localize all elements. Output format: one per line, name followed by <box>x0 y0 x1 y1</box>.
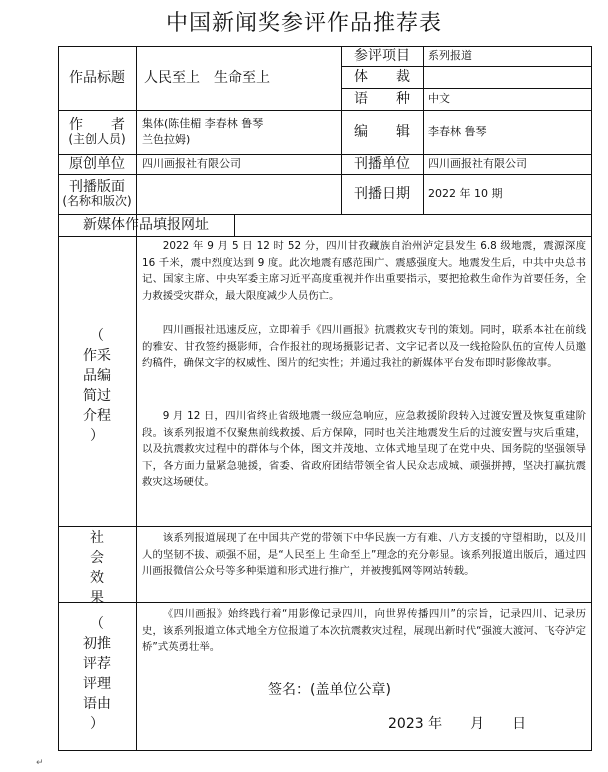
signature-line: 签名：(盖单位公章) <box>268 682 391 698</box>
author-value-cell <box>142 110 340 154</box>
genre-value <box>428 66 588 88</box>
effect-label-line: 果 <box>90 590 104 606</box>
work-title-value: 人民至上 生命至上 <box>144 69 270 86</box>
page-title: 中国新闻奖参评作品推荐表 <box>165 11 442 36</box>
entry-item-value: 系列报道 <box>428 48 472 62</box>
author-label-cell <box>58 110 136 154</box>
intro-paragraph: 2022 年 9 月 5 日 12 时 52 分，四川甘孜藏族自治州泸定县发生 6.8 级地震，震源深度 16 千米，震中烈度达到 9 度。此次地震有感范围广、震感强度大。地震发生后，中共中央总书记、国家主席、中央军委主席习近平高度重视并作出重要指示，要把抢救生命作为首要任务，全力救援受灾群众，最大限度减少人员伤亡。 <box>142 240 586 302</box>
intro-paragraph: 四川画报社迅速反应，立即着手《四川画报》抗震救灾专刊的策划。同时，联系本社在前线的雅安、甘孜签约摄影师，合作报社的现场摄影记者、文字记者以及一线抢险队伍的宣传人员邀约稿件，确保文字的权威性、图片的纪实性；并通过我社的新媒体平台发布即时影像故事。 <box>142 324 586 370</box>
effect-label-line: 会 <box>90 550 104 566</box>
new-media-url-value <box>240 214 588 236</box>
entry-item-label: 参评项目 <box>354 47 410 64</box>
publish-unit-value: 四川画报社有限公司 <box>428 156 527 170</box>
review-label-line: 初推 <box>83 636 111 652</box>
col-line <box>136 46 137 236</box>
language-label: 语 种 <box>354 90 410 107</box>
review-label-line: 评荐 <box>83 656 111 672</box>
recommendation-form-table <box>58 46 592 751</box>
author-value-line2: 兰色拉姆) <box>142 132 191 146</box>
original-unit-label: 原创单位 <box>69 155 125 172</box>
review-label-line: 评理 <box>83 676 111 692</box>
editor-value: 李春林 鲁琴 <box>428 124 487 138</box>
effect-label-line: 社 <box>90 530 104 546</box>
row-line <box>58 236 592 237</box>
intro-label-line: 介程 <box>83 408 111 424</box>
review-label <box>80 614 114 734</box>
author-value-line1: 集体(陈佳楣 李春林 鲁琴 <box>142 116 264 130</box>
publish-date-value: 2022 年 10 期 <box>428 186 503 200</box>
author-sublabel: (主创人员) <box>68 132 126 147</box>
intro-label-line: 品编 <box>83 368 111 384</box>
author-label: 作 者 <box>69 117 125 134</box>
signature-date: 2023 年 月 日 <box>388 716 527 732</box>
effect-label <box>80 528 114 608</box>
col-line <box>234 214 235 236</box>
review-label-line: ） <box>90 716 104 732</box>
genre-label: 体 裁 <box>354 68 410 85</box>
intro-label-line: （ <box>90 328 104 344</box>
publish-date-label: 刊播日期 <box>354 185 410 202</box>
intro-label-line: ） <box>90 428 104 444</box>
work-title-label: 作品标题 <box>69 69 125 86</box>
table-border-bottom <box>58 750 592 751</box>
col-line <box>136 236 137 751</box>
intro-label-line: 简过 <box>83 388 111 404</box>
editor-label: 编 辑 <box>354 123 410 140</box>
intro-label-line: 作采 <box>83 348 111 364</box>
review-label-line: 语由 <box>83 696 111 712</box>
intro-label <box>80 326 114 446</box>
table-border-right <box>591 46 592 751</box>
new-media-url-label: 新媒体作品填报网址 <box>83 216 209 233</box>
review-label-line: （ <box>90 616 104 632</box>
effect-text: 该系列报道展现了在中国共产党的带领下中华民族一方有难、八方支援的守望相助，以及川人的坚韧不拔、顽强不屈，是“人民至上 生命至上”理念的充分彰显。该系列报道出版后，通过四川画报微信公众号等多种渠道和形式进行推广，并被搜狐网等网站转载。 <box>142 532 586 578</box>
review-text: 《四川画报》始终践行着“用影像记录四川，向世界传播四川”的宗旨，记录四川、记录历史，该系列报道立体式地全方位报道了本次抗震救灾过程，展现出新时代“强渡大渡河、飞夺泸定桥”式英勇壮举。 <box>142 608 586 654</box>
col-line <box>423 46 424 214</box>
row-line <box>58 526 592 527</box>
effect-label-line: 效 <box>90 570 104 586</box>
layout-sublabel: (名称和版次) <box>62 194 132 209</box>
original-unit-value: 四川画报社有限公司 <box>142 156 241 170</box>
paragraph-mark: ↵ <box>36 758 44 768</box>
intro-paragraph: 9 月 12 日，四川省终止省级地震一级应急响应，应急救援阶段转入过渡安置及恢复重建阶段。该系列报道不仅聚焦前线救援、后方保障，同时也关注地震发生后的过渡安置与灾后重建，以及抗震救灾过程中的群体与个体，图文并茂地、立体式地呈现了在党中央、国务院的坚强领导下，各方面力量紧急驰援，省委、省政府团结带领全省人民众志成城、顽强拼搏，坚决打赢抗震救灾这场硬仗。 <box>142 410 586 489</box>
row-line <box>58 602 592 603</box>
publish-unit-label: 刊播单位 <box>354 155 410 172</box>
layout-label-cell <box>58 174 136 214</box>
layout-label: 刊播版面 <box>69 179 125 196</box>
language-value: 中文 <box>428 91 450 105</box>
layout-value <box>142 174 340 214</box>
